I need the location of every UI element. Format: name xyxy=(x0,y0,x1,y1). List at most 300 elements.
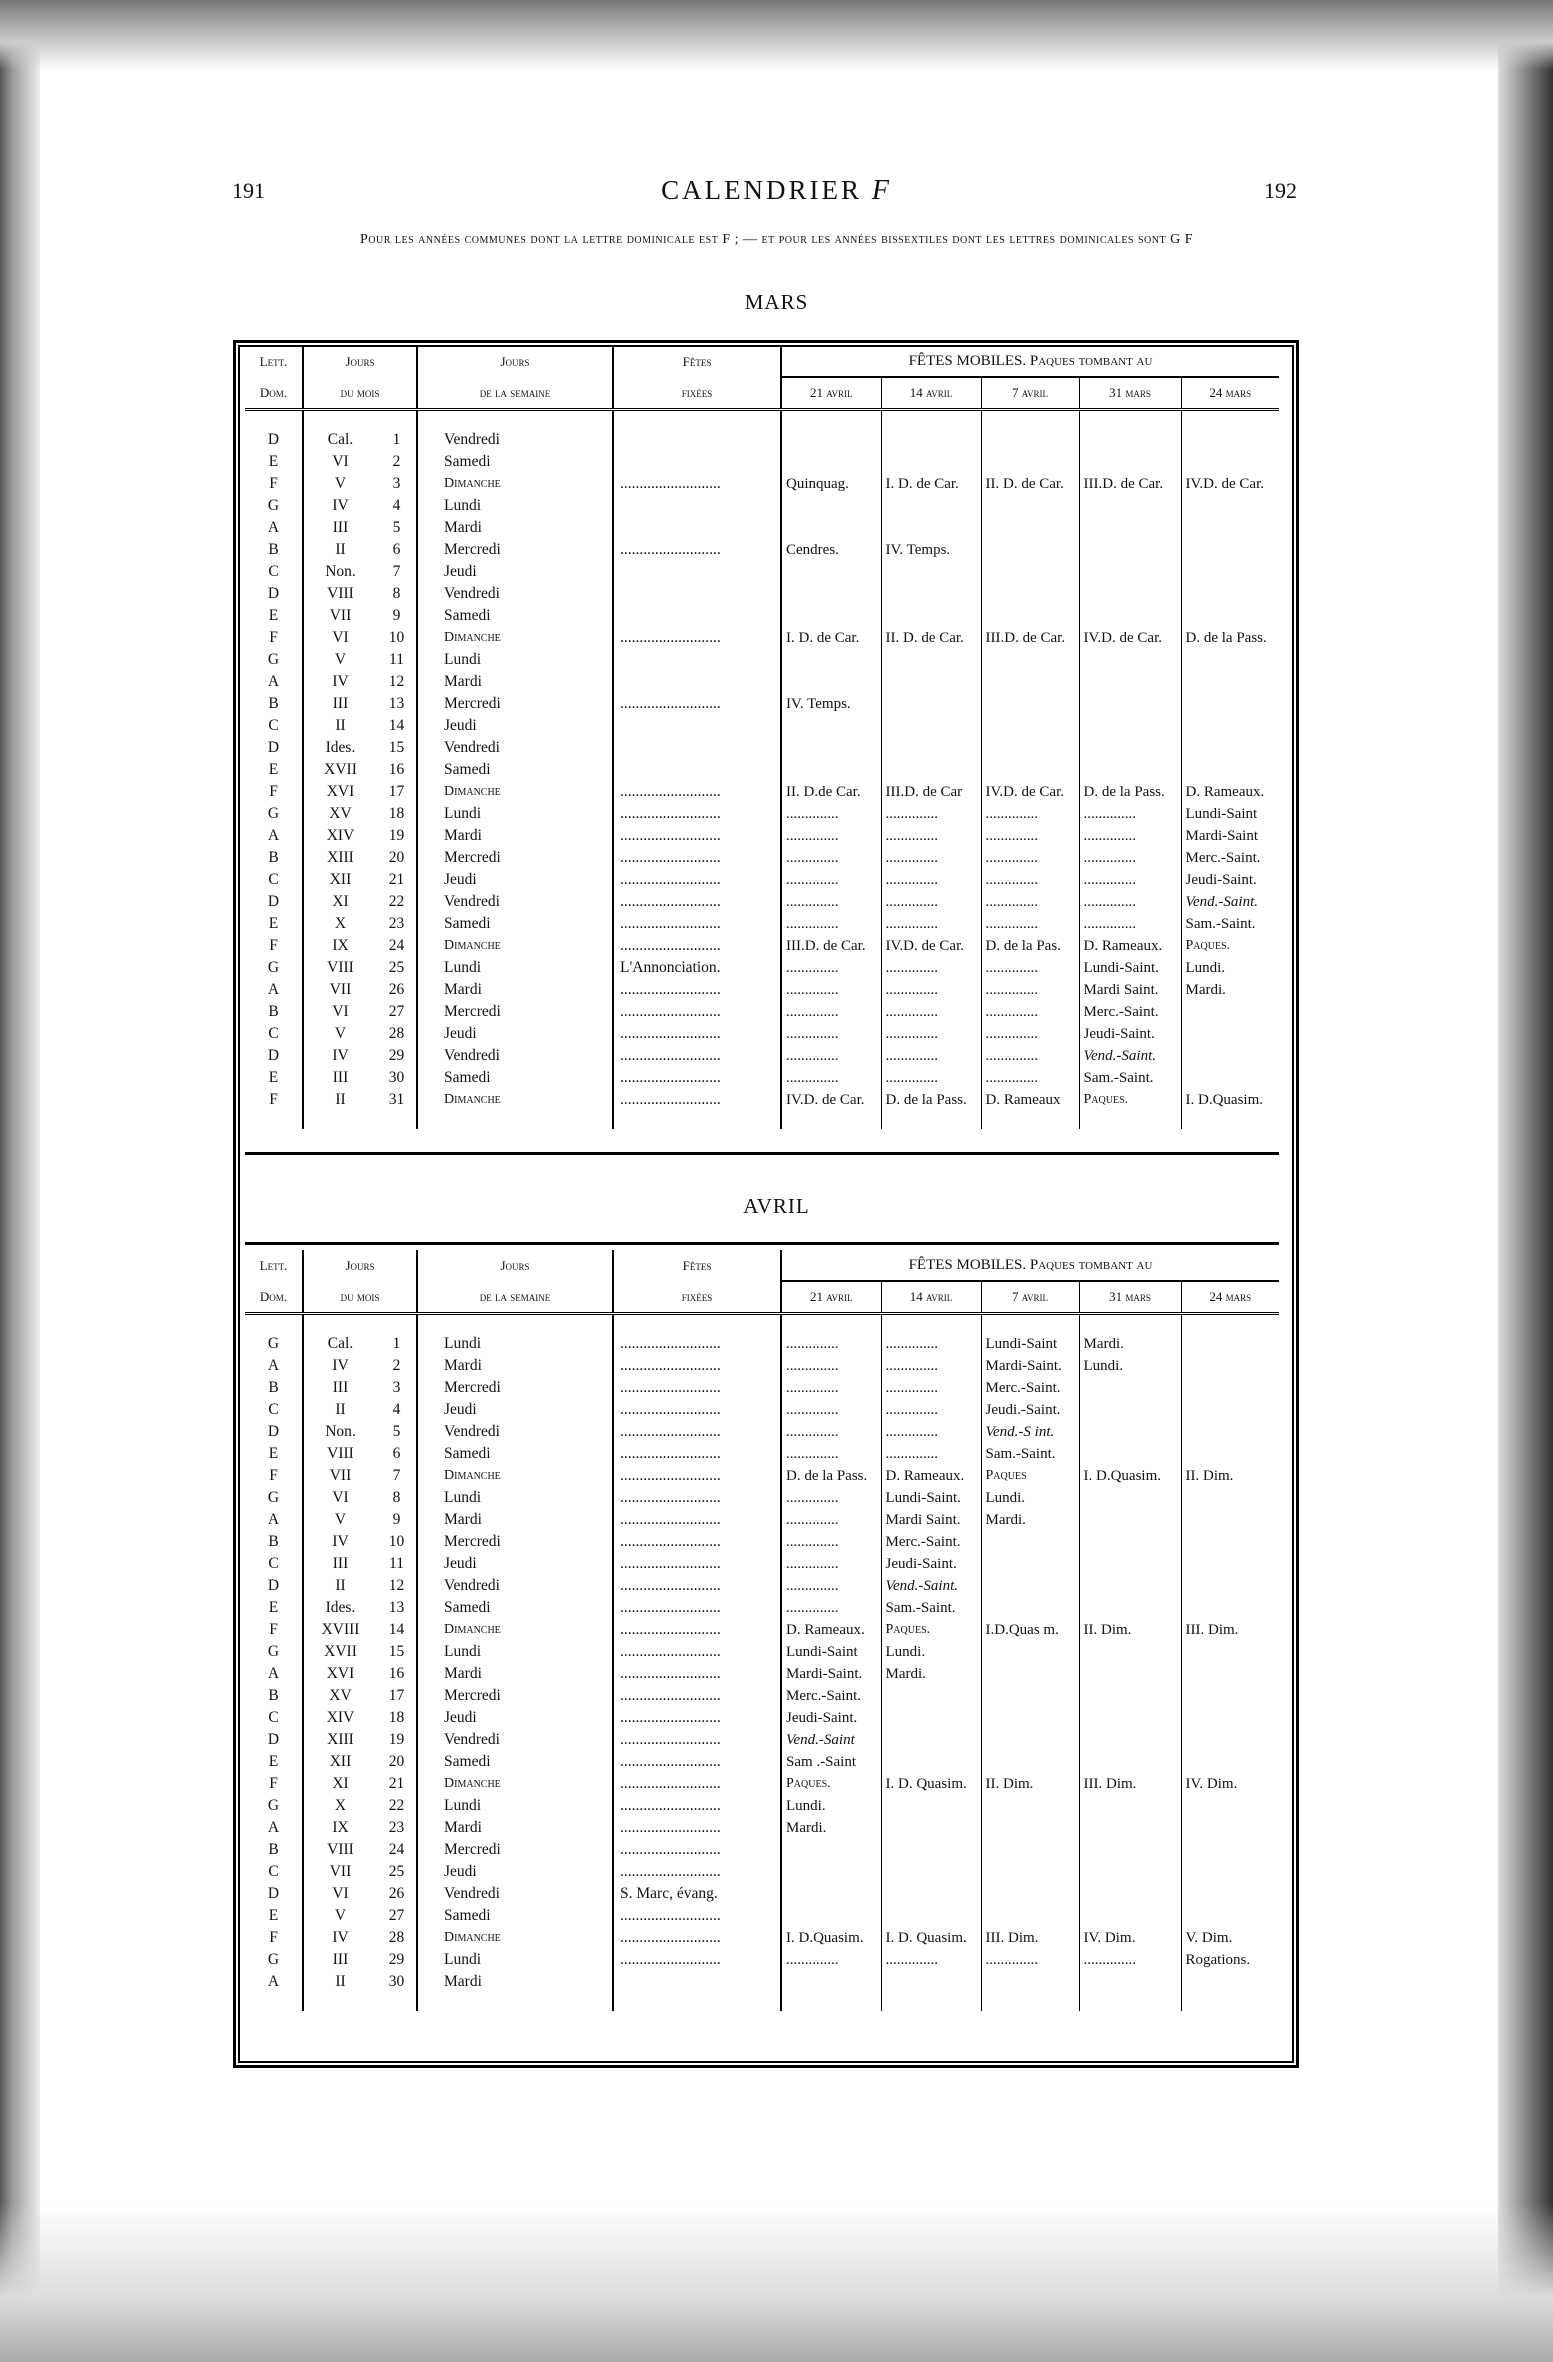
mobile-14-avril xyxy=(881,1707,981,1729)
mobile-7-avril xyxy=(981,759,1079,781)
quantieme: 12 xyxy=(388,1577,405,1594)
lettre-dominicale: E xyxy=(268,1907,279,1924)
fete-fixee: .......................... xyxy=(613,473,781,495)
table-row xyxy=(245,1905,1279,1927)
jour-du-mois: Cal. xyxy=(303,429,377,451)
mobile-21-avril: .............. xyxy=(781,1443,881,1465)
table-row xyxy=(245,429,1279,451)
mobile-14-avril: I. D. Quasim. xyxy=(881,1927,981,1949)
mobile-31-mars: II. Dim. xyxy=(1079,1619,1181,1641)
jour-du-mois: III xyxy=(303,1377,377,1399)
mobile-21-avril: .............. xyxy=(781,803,881,825)
mobile-24-mars xyxy=(1181,1685,1279,1707)
mobile-21-avril: .............. xyxy=(781,1509,881,1531)
mobile-31-mars xyxy=(1079,1795,1181,1817)
jour-du-mois: VII xyxy=(303,1465,377,1487)
jour-du-mois: III xyxy=(303,517,377,539)
table-row xyxy=(245,913,1279,935)
table-row xyxy=(245,1773,1279,1795)
table-row xyxy=(245,1333,1279,1355)
mobile-21-avril xyxy=(781,495,881,517)
jour-semaine: Mercredi xyxy=(417,693,613,715)
jour-du-mois: XIV xyxy=(303,825,377,847)
mobile-7-avril: Paques xyxy=(981,1465,1079,1487)
mobile-31-mars: Jeudi-Saint. xyxy=(1079,1023,1181,1045)
jour-semaine: Samedi xyxy=(417,1597,613,1619)
lettre-dominicale: G xyxy=(267,651,280,668)
mobile-14-avril xyxy=(881,1817,981,1839)
mobile-21-avril: .............. xyxy=(781,1487,881,1509)
quantieme: 7 xyxy=(392,1467,401,1484)
mobile-7-avril: .............. xyxy=(981,1045,1079,1067)
table-row xyxy=(245,1641,1279,1663)
mobile-7-avril xyxy=(981,1531,1079,1553)
lettre-dominicale: E xyxy=(268,915,279,932)
jour-semaine: Lundi xyxy=(417,1333,613,1355)
jour-du-mois: V xyxy=(303,473,377,495)
lettre-dominicale: G xyxy=(267,1643,280,1660)
mobile-21-avril: IV. Temps. xyxy=(781,693,881,715)
jour-du-mois: XVI xyxy=(303,781,377,803)
fete-fixee xyxy=(613,429,781,451)
quantieme: 29 xyxy=(388,1047,405,1064)
jour-du-mois: IV xyxy=(303,495,377,517)
table-row xyxy=(245,1971,1279,1993)
mobile-7-avril: Lundi-Saint xyxy=(981,1333,1079,1355)
mobile-24-mars: D. Rameaux. xyxy=(1181,781,1279,803)
mobile-7-avril: D. de la Pas. xyxy=(981,935,1079,957)
section-divider xyxy=(245,1152,1279,1155)
jour-semaine: Mercredi xyxy=(417,1377,613,1399)
mobile-31-mars xyxy=(1079,737,1181,759)
table-row xyxy=(245,1817,1279,1839)
scan-edge-right xyxy=(1498,0,1553,2362)
mobile-24-mars xyxy=(1181,1575,1279,1597)
quantieme: 23 xyxy=(388,1819,405,1836)
table-row xyxy=(245,561,1279,583)
mobile-7-avril: D. Rameaux xyxy=(981,1089,1079,1111)
mobile-24-mars xyxy=(1181,1487,1279,1509)
mobile-31-mars xyxy=(1079,517,1181,539)
mobile-7-avril: .............. xyxy=(981,979,1079,1001)
fete-fixee xyxy=(613,605,781,627)
table-row xyxy=(245,1839,1279,1861)
jour-du-mois: Non. xyxy=(303,1421,377,1443)
mobile-31-mars: Vend.-Saint. xyxy=(1079,1045,1181,1067)
mobile-24-mars xyxy=(1181,1421,1279,1443)
mobile-21-avril xyxy=(781,759,881,781)
quantieme: 15 xyxy=(388,739,405,756)
fete-fixee: .......................... xyxy=(613,539,781,561)
jour-semaine: Mercredi xyxy=(417,1001,613,1023)
table-row xyxy=(245,1399,1279,1421)
fete-fixee: .......................... xyxy=(613,1575,781,1597)
lettre-dominicale: F xyxy=(269,937,278,954)
jour-du-mois: X xyxy=(303,913,377,935)
jour-semaine: Vendredi xyxy=(417,1729,613,1751)
mobile-24-mars: Mardi. xyxy=(1181,979,1279,1001)
fete-fixee xyxy=(613,649,781,671)
jour-du-mois: II xyxy=(303,1089,377,1111)
jour-semaine: Jeudi xyxy=(417,561,613,583)
mobile-31-mars xyxy=(1079,1861,1181,1883)
table-row xyxy=(245,473,1279,495)
quantieme: 18 xyxy=(388,1709,405,1726)
fete-fixee: .......................... xyxy=(613,1597,781,1619)
mobile-14-avril xyxy=(881,1861,981,1883)
lettre-dominicale: B xyxy=(268,695,279,712)
mobile-7-avril: IV.D. de Car. xyxy=(981,781,1079,803)
jour-semaine: Mardi xyxy=(417,517,613,539)
table-row xyxy=(245,671,1279,693)
quantieme: 16 xyxy=(388,761,405,778)
mobile-31-mars xyxy=(1079,1729,1181,1751)
quantieme: 30 xyxy=(388,1069,405,1086)
mobile-14-avril: I. D. Quasim. xyxy=(881,1773,981,1795)
mobile-7-avril: II. Dim. xyxy=(981,1773,1079,1795)
jour-semaine: Samedi xyxy=(417,605,613,627)
mobile-21-avril xyxy=(781,1883,881,1905)
fete-fixee: .......................... xyxy=(613,1001,781,1023)
table-row xyxy=(245,627,1279,649)
mobile-21-avril: .............. xyxy=(781,1399,881,1421)
jour-semaine: Lundi xyxy=(417,803,613,825)
quantieme: 9 xyxy=(392,607,401,624)
table-row xyxy=(245,693,1279,715)
mobile-31-mars: .............. xyxy=(1079,869,1181,891)
mobile-7-avril xyxy=(981,1861,1079,1883)
mobile-31-mars xyxy=(1079,1751,1181,1773)
lettre-dominicale: F xyxy=(269,1621,278,1638)
mobile-7-avril xyxy=(981,1751,1079,1773)
fete-fixee: .......................... xyxy=(613,1927,781,1949)
quantieme: 9 xyxy=(392,1511,401,1528)
table-row xyxy=(245,451,1279,473)
mobile-14-avril xyxy=(881,517,981,539)
jour-du-mois: XV xyxy=(303,803,377,825)
mobile-14-avril xyxy=(881,451,981,473)
jour-semaine: Mardi xyxy=(417,1509,613,1531)
mobile-14-avril xyxy=(881,1839,981,1861)
header-jours2: Jours xyxy=(417,346,613,377)
mobile-21-avril xyxy=(781,737,881,759)
jour-semaine: Jeudi xyxy=(417,1861,613,1883)
page-subtitle: Pour les années communes dont la lettre dominicale est F ; — et pour les années bissextiles dont les lettres dominicales sont G F xyxy=(359,232,1193,247)
mobile-24-mars xyxy=(1181,759,1279,781)
mobile-21-avril: Merc.-Saint. xyxy=(781,1685,881,1707)
jour-du-mois: Cal. xyxy=(303,1333,377,1355)
mobile-14-avril xyxy=(881,1883,981,1905)
jour-semaine: Dimanche xyxy=(417,473,613,495)
quantieme: 29 xyxy=(388,1951,405,1968)
mobile-21-avril: .............. xyxy=(781,1001,881,1023)
mobile-7-avril: .............. xyxy=(981,847,1079,869)
fete-fixee: .......................... xyxy=(613,891,781,913)
quantieme: 6 xyxy=(392,1445,401,1462)
fete-fixee: .......................... xyxy=(613,1355,781,1377)
mobile-14-avril xyxy=(881,715,981,737)
lettre-dominicale: A xyxy=(267,519,280,536)
fete-fixee: .......................... xyxy=(613,935,781,957)
table-row xyxy=(245,1509,1279,1531)
mobile-21-avril xyxy=(781,715,881,737)
mobile-31-mars xyxy=(1079,1817,1181,1839)
mobile-24-mars: II. Dim. xyxy=(1181,1465,1279,1487)
mobile-7-avril: .............. xyxy=(981,913,1079,935)
lettre-dominicale: D xyxy=(267,431,280,448)
mobile-14-avril: III.D. de Car xyxy=(881,781,981,803)
mobile-24-mars: Sam.-Saint. xyxy=(1181,913,1279,935)
jour-semaine: Vendredi xyxy=(417,1045,613,1067)
jour-du-mois: VII xyxy=(303,1861,377,1883)
mobile-31-mars xyxy=(1079,1905,1181,1927)
lettre-dominicale: G xyxy=(267,1335,280,1352)
fete-fixee xyxy=(613,737,781,759)
header-14-avril: 14 avril xyxy=(881,377,981,410)
mobile-14-avril: .............. xyxy=(881,1421,981,1443)
mobile-24-mars xyxy=(1181,1751,1279,1773)
mobile-7-avril: .............. xyxy=(981,803,1079,825)
mobile-7-avril xyxy=(981,1663,1079,1685)
quantieme: 28 xyxy=(388,1929,405,1946)
fete-fixee: .......................... xyxy=(613,1685,781,1707)
jour-semaine: Mardi xyxy=(417,1971,613,1993)
jour-du-mois: III xyxy=(303,693,377,715)
mobile-14-avril: II. D. de Car. xyxy=(881,627,981,649)
mobile-14-avril xyxy=(881,1685,981,1707)
mobile-21-avril xyxy=(781,583,881,605)
mobile-14-avril: .............. xyxy=(881,1949,981,1971)
mobile-31-mars xyxy=(1079,451,1181,473)
mobile-21-avril: .............. xyxy=(781,825,881,847)
lettre-dominicale: A xyxy=(267,673,280,690)
lettre-dominicale: G xyxy=(267,959,280,976)
jour-du-mois: VIII xyxy=(303,1839,377,1861)
jour-semaine: Lundi xyxy=(417,1641,613,1663)
lettre-dominicale: D xyxy=(267,1731,280,1748)
fete-fixee xyxy=(613,495,781,517)
jour-semaine: Lundi xyxy=(417,1949,613,1971)
lettre-dominicale: D xyxy=(267,1047,280,1064)
fete-fixee: .......................... xyxy=(613,803,781,825)
mobile-24-mars xyxy=(1181,649,1279,671)
mobile-14-avril xyxy=(881,737,981,759)
jour-semaine: Lundi xyxy=(417,649,613,671)
mobile-24-mars xyxy=(1181,583,1279,605)
header-lett: Lett. xyxy=(259,353,288,369)
jour-semaine: Samedi xyxy=(417,1443,613,1465)
mobile-24-mars: Rogations. xyxy=(1181,1949,1279,1971)
mobile-14-avril xyxy=(881,649,981,671)
quantieme: 14 xyxy=(388,1621,405,1638)
fete-fixee: .......................... xyxy=(613,1531,781,1553)
table-row xyxy=(245,1751,1279,1773)
fete-fixee: .......................... xyxy=(613,1707,781,1729)
table-row xyxy=(245,891,1279,913)
fete-fixee: .......................... xyxy=(613,1751,781,1773)
jour-semaine: Dimanche xyxy=(417,1927,613,1949)
mobile-31-mars: Lundi-Saint. xyxy=(1079,957,1181,979)
lettre-dominicale: B xyxy=(268,1841,279,1858)
jour-semaine: Vendredi xyxy=(417,1421,613,1443)
jour-du-mois: XIV xyxy=(303,1707,377,1729)
mobile-14-avril: .............. xyxy=(881,1333,981,1355)
table-row xyxy=(245,1619,1279,1641)
mobile-24-mars: IV. Dim. xyxy=(1181,1773,1279,1795)
jour-du-mois: Ides. xyxy=(303,737,377,759)
jour-semaine: Dimanche xyxy=(417,1619,613,1641)
fete-fixee: .......................... xyxy=(613,1023,781,1045)
mobile-31-mars xyxy=(1079,715,1181,737)
lettre-dominicale: C xyxy=(268,1863,279,1880)
jour-semaine: Vendredi xyxy=(417,429,613,451)
mobile-24-mars xyxy=(1181,1597,1279,1619)
header-du-mois: du mois xyxy=(303,377,417,410)
mobile-31-mars xyxy=(1079,1663,1181,1685)
quantieme: 28 xyxy=(388,1025,405,1042)
jour-semaine: Lundi xyxy=(417,495,613,517)
mobile-24-mars xyxy=(1181,1663,1279,1685)
mobile-21-avril: Cendres. xyxy=(781,539,881,561)
quantieme: 30 xyxy=(388,1973,405,1990)
mobile-21-avril: .............. xyxy=(781,1023,881,1045)
jour-semaine: Mardi xyxy=(417,1817,613,1839)
mobile-7-avril xyxy=(981,1575,1079,1597)
lettre-dominicale: D xyxy=(267,585,280,602)
mobile-24-mars xyxy=(1181,561,1279,583)
mobile-24-mars xyxy=(1181,1001,1279,1023)
mobile-21-avril: .............. xyxy=(781,1045,881,1067)
mobile-14-avril xyxy=(881,1905,981,1927)
jour-du-mois: XII xyxy=(303,869,377,891)
quantieme: 14 xyxy=(388,717,405,734)
quantieme: 12 xyxy=(388,673,405,690)
fete-fixee: .......................... xyxy=(613,693,781,715)
fete-fixee: .......................... xyxy=(613,1817,781,1839)
jour-du-mois: XV xyxy=(303,1685,377,1707)
lettre-dominicale: D xyxy=(267,1885,280,1902)
fete-fixee: .......................... xyxy=(613,1861,781,1883)
quantieme: 10 xyxy=(388,1533,405,1550)
mobile-24-mars: Paques. xyxy=(1181,935,1279,957)
mobile-14-avril: .............. xyxy=(881,957,981,979)
header-de-la-semaine: de la semaine xyxy=(417,377,613,410)
jour-du-mois: XII xyxy=(303,1751,377,1773)
section-divider xyxy=(245,1242,1279,1245)
mobile-14-avril: .............. xyxy=(881,847,981,869)
jour-du-mois: VI xyxy=(303,627,377,649)
scan-edge-top xyxy=(0,0,1553,70)
jour-du-mois: X xyxy=(303,1795,377,1817)
quantieme: 19 xyxy=(388,1731,405,1748)
jour-semaine: Mardi xyxy=(417,979,613,1001)
mobile-31-mars: .............. xyxy=(1079,825,1181,847)
table-row xyxy=(245,1927,1279,1949)
fete-fixee: .......................... xyxy=(613,627,781,649)
jour-semaine: Samedi xyxy=(417,759,613,781)
mobile-24-mars xyxy=(1181,1377,1279,1399)
jour-semaine: Vendredi xyxy=(417,583,613,605)
fete-fixee: .......................... xyxy=(613,1045,781,1067)
jour-semaine: Mercredi xyxy=(417,1685,613,1707)
spacer-row xyxy=(245,1314,1279,1334)
quantieme: 16 xyxy=(388,1665,405,1682)
mobile-7-avril: Mardi-Saint. xyxy=(981,1355,1079,1377)
jour-du-mois: XVI xyxy=(303,1663,377,1685)
quantieme: 20 xyxy=(388,849,405,866)
mobile-24-mars: Lundi-Saint xyxy=(1181,803,1279,825)
quantieme: 4 xyxy=(392,1401,401,1418)
mobile-7-avril: Mardi. xyxy=(981,1509,1079,1531)
mobile-24-mars xyxy=(1181,429,1279,451)
mobile-31-mars: Merc.-Saint. xyxy=(1079,1001,1181,1023)
fete-fixee: .......................... xyxy=(613,1089,781,1111)
mobile-21-avril xyxy=(781,605,881,627)
mobile-24-mars xyxy=(1181,1023,1279,1045)
mobile-14-avril xyxy=(881,495,981,517)
mobile-14-avril: Merc.-Saint. xyxy=(881,1531,981,1553)
mobile-14-avril: .............. xyxy=(881,979,981,1001)
mobile-14-avril xyxy=(881,759,981,781)
table-row xyxy=(245,715,1279,737)
table-row xyxy=(245,847,1279,869)
quantieme: 11 xyxy=(389,651,404,668)
mobile-21-avril: .............. xyxy=(781,1067,881,1089)
jour-semaine: Vendredi xyxy=(417,737,613,759)
table-row xyxy=(245,495,1279,517)
fete-fixee: .......................... xyxy=(613,1421,781,1443)
fete-fixee xyxy=(613,715,781,737)
lettre-dominicale: E xyxy=(268,761,279,778)
fete-fixee: .......................... xyxy=(613,781,781,803)
mobile-31-mars: III.D. de Car. xyxy=(1079,473,1181,495)
mobile-21-avril: D. Rameaux. xyxy=(781,1619,881,1641)
lettre-dominicale: F xyxy=(269,783,278,800)
fete-fixee: .......................... xyxy=(613,1795,781,1817)
mobile-21-avril: Lundi. xyxy=(781,1795,881,1817)
mobile-31-mars xyxy=(1079,429,1181,451)
jour-semaine: Jeudi xyxy=(417,715,613,737)
lettre-dominicale: A xyxy=(267,1665,280,1682)
mobile-31-mars: .............. xyxy=(1079,803,1181,825)
table-row xyxy=(245,1553,1279,1575)
jour-semaine: Lundi xyxy=(417,1487,613,1509)
jour-semaine: Mercredi xyxy=(417,847,613,869)
jour-du-mois: II xyxy=(303,715,377,737)
lettre-dominicale: C xyxy=(268,563,279,580)
mobile-21-avril: .............. xyxy=(781,1597,881,1619)
lettre-dominicale: E xyxy=(268,1753,279,1770)
mobile-24-mars xyxy=(1181,605,1279,627)
table-row xyxy=(245,759,1279,781)
lettre-dominicale: A xyxy=(267,1357,280,1374)
fete-fixee: .......................... xyxy=(613,1067,781,1089)
mobile-14-avril: .............. xyxy=(881,1443,981,1465)
jour-du-mois: V xyxy=(303,1905,377,1927)
jour-du-mois: VIII xyxy=(303,583,377,605)
table-row xyxy=(245,1861,1279,1883)
table-row xyxy=(245,1465,1279,1487)
header-fetes: Fêtes xyxy=(613,1250,781,1281)
jour-du-mois: Non. xyxy=(303,561,377,583)
jour-semaine: Jeudi xyxy=(417,1023,613,1045)
jour-du-mois: IV xyxy=(303,1355,377,1377)
mobile-14-avril: IV. Temps. xyxy=(881,539,981,561)
table-row xyxy=(245,1883,1279,1905)
page-number-left: 191 xyxy=(232,178,265,203)
fete-fixee: .......................... xyxy=(613,1619,781,1641)
jour-du-mois: III xyxy=(303,1949,377,1971)
